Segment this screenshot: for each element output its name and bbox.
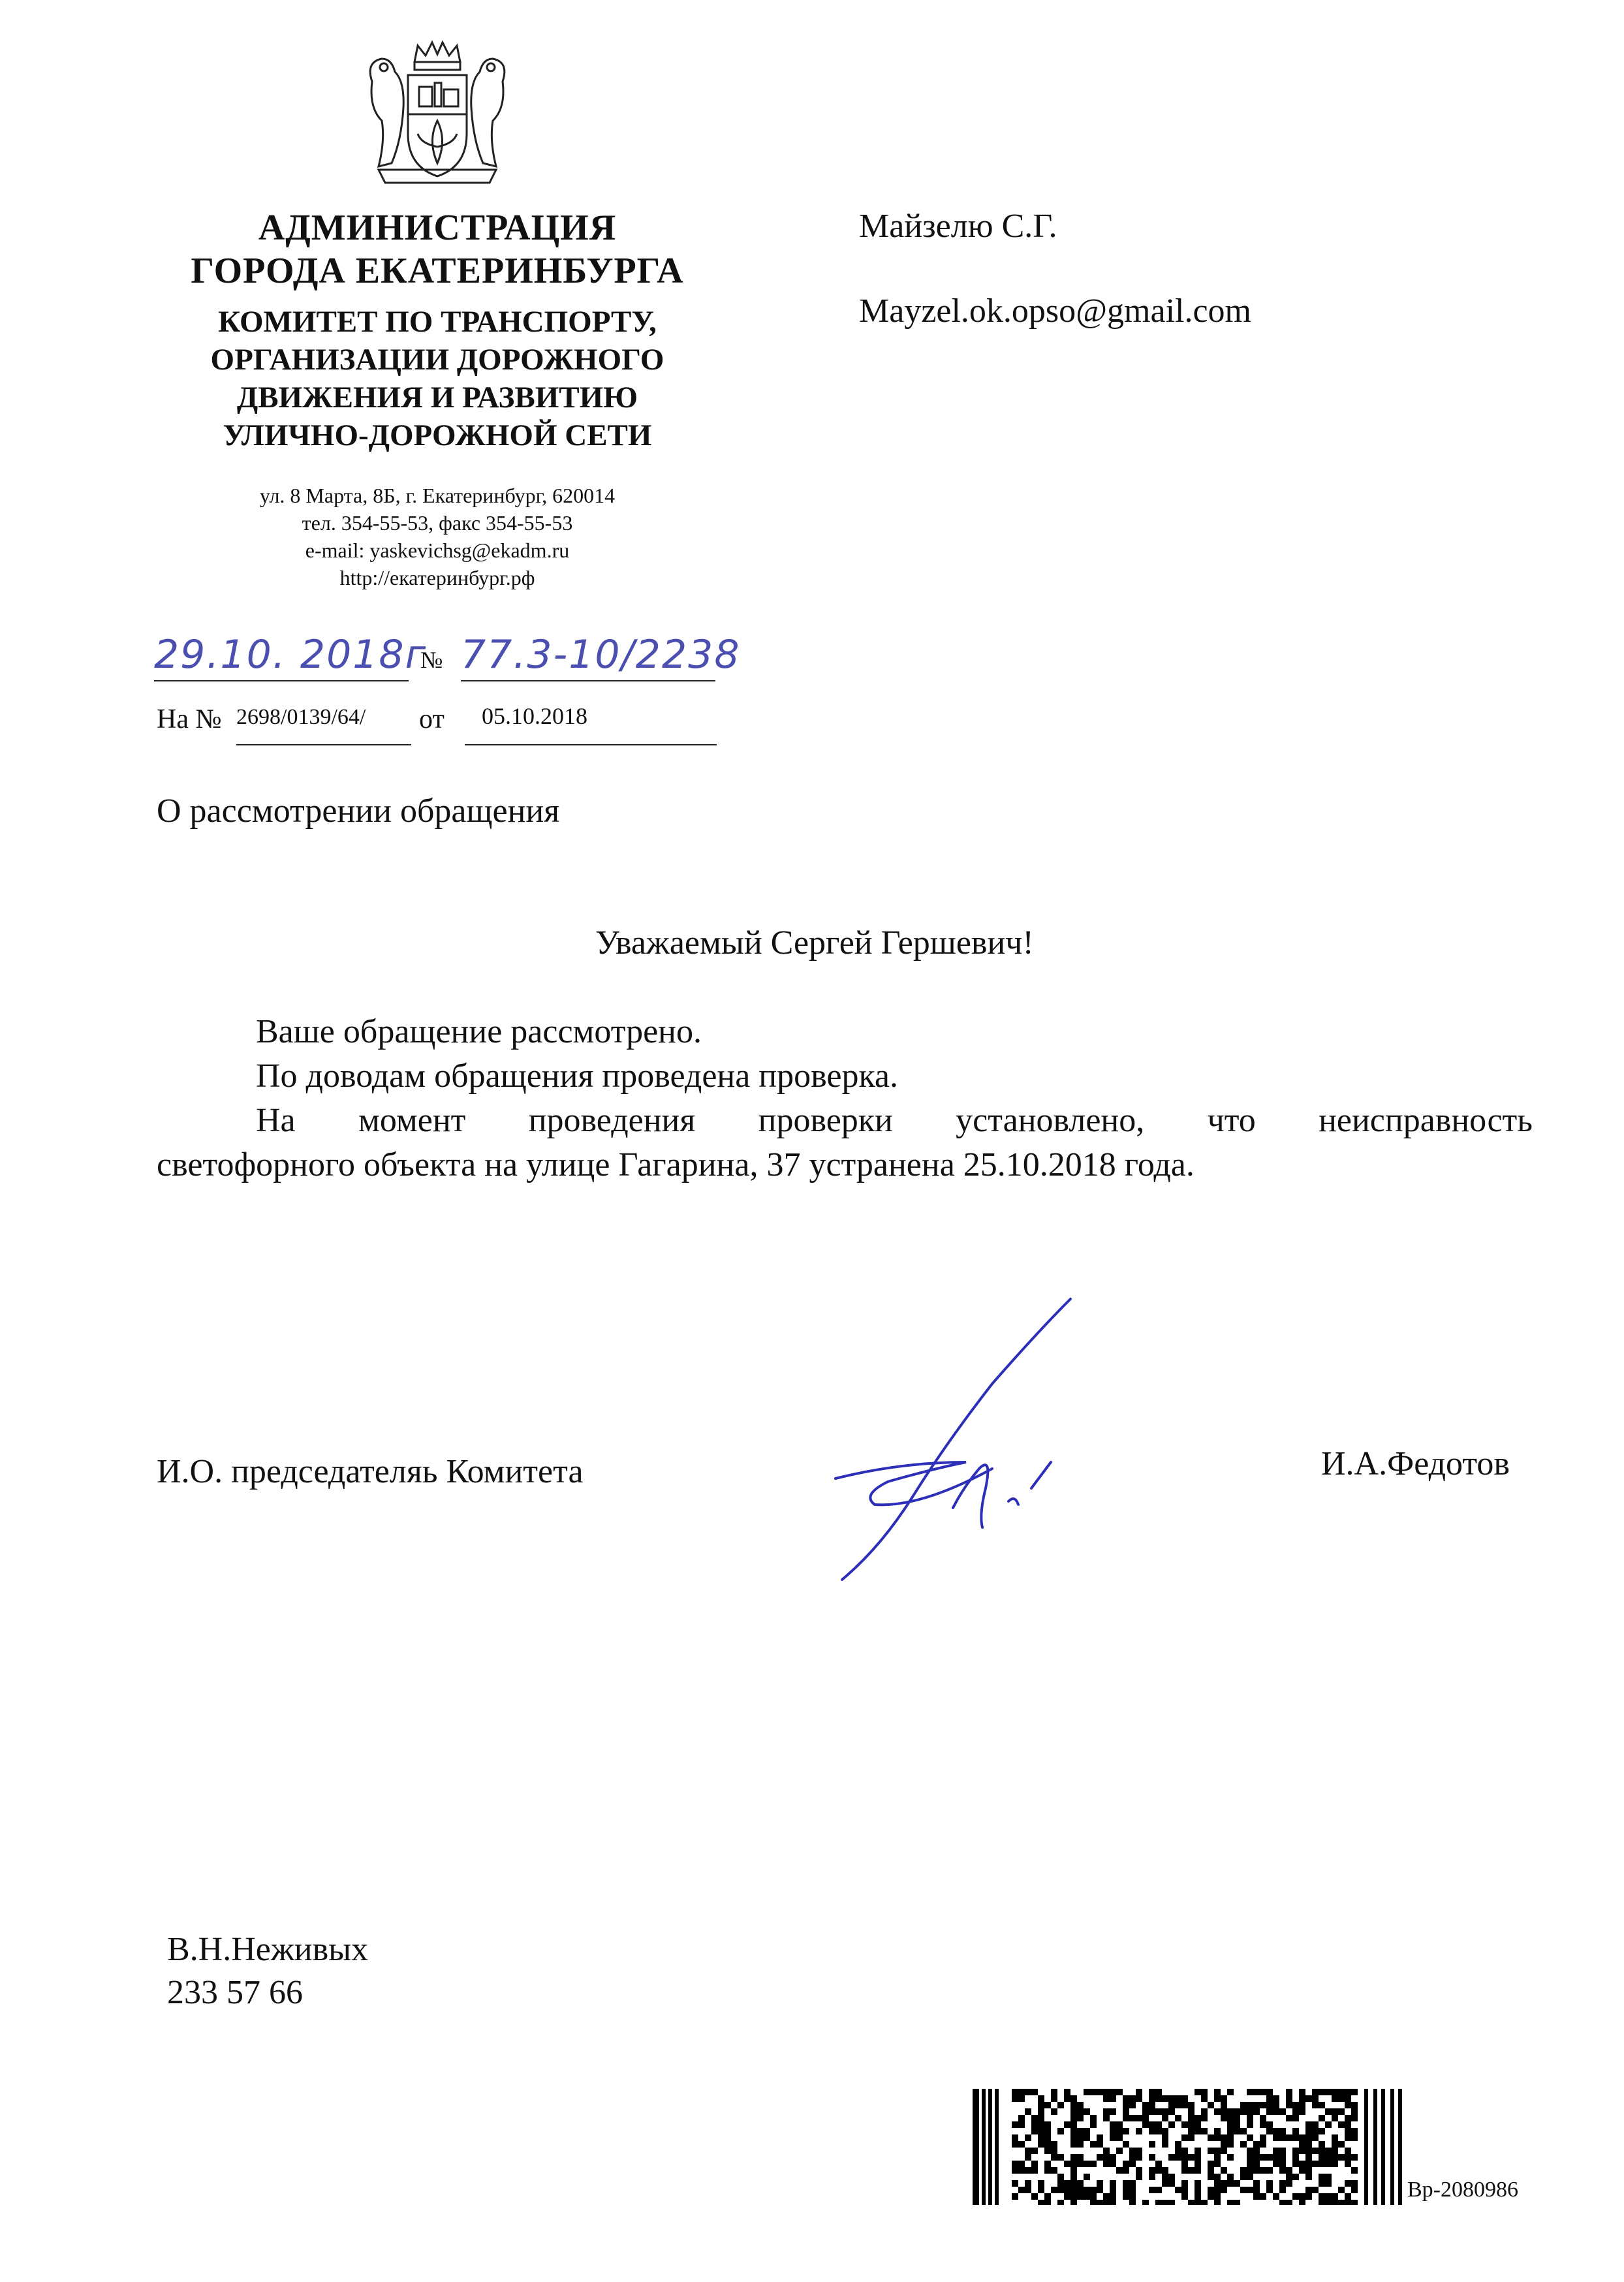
org-name-line2: ГОРОДА ЕКАТЕРИНБУРГА — [191, 251, 684, 291]
handwritten-signature-icon — [822, 1292, 1136, 1593]
body-paragraph-2: По доводам обращения проведена проверка. — [256, 1057, 899, 1095]
org-name-line1: АДМИНИСТРАЦИЯ — [258, 208, 617, 248]
executor-name: В.Н.Неживых — [167, 1931, 369, 1968]
body-paragraph-1: Ваше обращение рассмотрено. — [256, 1013, 702, 1050]
number-underline — [461, 680, 715, 681]
committee-name-line4: УЛИЧНО-ДОРОЖНОЙ СЕТИ — [223, 418, 652, 452]
barcode-icon — [973, 2089, 1403, 2205]
executor-phone: 233 57 66 — [167, 1974, 303, 2011]
org-website: http://екатеринбург.рф — [339, 566, 535, 589]
reply-to-date: 05.10.2018 — [482, 703, 587, 729]
ekaterinburg-coat-of-arms-icon — [352, 36, 522, 193]
body-paragraph-3-line1: На момент проведения проверки установлено, что неисправность — [256, 1102, 1533, 1139]
from-label: от — [419, 704, 445, 734]
org-phone: тел. 354-55-53, факс 354-55-53 — [302, 511, 573, 535]
outgoing-number-handwritten: 77.3-10/2238 — [461, 632, 741, 678]
number-sign: № — [420, 647, 443, 673]
committee-name-line1: КОМИТЕТ ПО ТРАНСПОРТУ, — [218, 305, 657, 339]
date-underline — [154, 680, 409, 681]
recipient-email: Mayzel.ok.opso@gmail.com — [859, 292, 1251, 330]
recipient-name: Майзелю С.Г. — [859, 208, 1057, 245]
reply-date-underline — [465, 744, 717, 745]
outgoing-date-handwritten: 29.10. 2018г — [154, 632, 428, 678]
reply-number-underline — [236, 744, 411, 745]
signatory-position: И.О. председателяь Комитета — [157, 1453, 584, 1490]
salutation: Уважаемый Сергей Гершевич! — [595, 924, 1034, 961]
reply-to-label: На № — [157, 704, 222, 734]
committee-name-line2: ОРГАНИЗАЦИИ ДОРОЖНОГО — [210, 343, 664, 377]
org-address: ул. 8 Марта, 8Б, г. Екатеринбург, 620014 — [259, 484, 616, 507]
reply-to-number: 2698/0139/64/ — [236, 705, 366, 729]
barcode-id: Вр-2080986 — [1407, 2178, 1518, 2202]
org-email: e-mail: yaskevichsg@ekadm.ru — [305, 539, 570, 562]
signatory-name: И.А.Федотов — [1321, 1445, 1510, 1482]
letter-subject: О рассмотрении обращения — [157, 792, 560, 830]
committee-name-line3: ДВИЖЕНИЯ И РАЗВИТИЮ — [236, 381, 638, 414]
body-paragraph-3-line2: светофорного объекта на улице Гагарина, 37 устранена 25.10.2018 года. — [157, 1146, 1195, 1183]
